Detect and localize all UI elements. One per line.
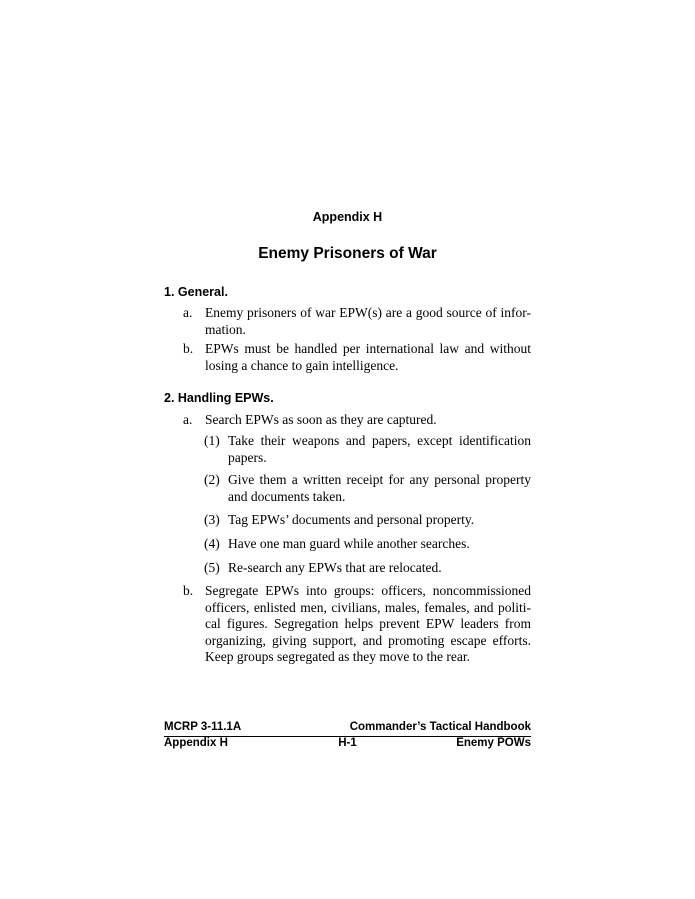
sub-list-item: [204, 512, 531, 529]
footer-page-number: H-1: [338, 737, 357, 749]
footer-publication: MCRP 3-11.1A: [164, 721, 242, 733]
list-marker: a.: [183, 305, 193, 320]
sub-list-marker: (1): [204, 433, 220, 448]
list-marker: b.: [183, 341, 194, 356]
sub-list-item: [204, 560, 531, 577]
list-item: [183, 412, 531, 429]
list-marker: b.: [183, 583, 194, 598]
sub-list-marker: (2): [204, 472, 220, 487]
appendix-label: Appendix H: [312, 210, 383, 224]
sub-list-item: [204, 433, 531, 466]
section-heading-handling-epws: 2. Handling EPWs.: [164, 391, 274, 405]
sub-list-item: [204, 472, 531, 505]
list-item-text: Enemy prisoners of war EPW(s) are a good source of infor- mation.: [205, 305, 531, 337]
sub-list-marker: (3): [204, 512, 220, 527]
footer-appendix: Appendix H: [164, 737, 228, 749]
section-heading-general: 1. General.: [164, 285, 228, 299]
page-title: Enemy Prisoners of War: [258, 245, 437, 262]
list-item: [183, 305, 531, 338]
list-item-text: Search EPWs as soon as they are captured.: [205, 412, 437, 427]
footer-top-row: [164, 721, 531, 733]
sub-list-item-text: Give them a written receipt for any personal property and documents taken.: [228, 472, 531, 504]
list-item-text: Segregate EPWs into groups: officers, noncommissioned officers, enlisted men, civilians, males, females, and politi- cal figures. Segregation helps prevent EPW leaders from organizing, giving support, and promoting escape efforts. Keep groups segregated as they move to the rear.: [205, 583, 531, 664]
sub-list-item-text: Have one man guard while another searches.: [228, 536, 470, 551]
sub-list-item: [204, 536, 531, 553]
footer-handbook-title: Commander’s Tactical Handbook: [349, 721, 531, 733]
list-item: [183, 341, 531, 374]
sub-list-marker: (4): [204, 536, 220, 551]
list-marker: a.: [183, 412, 193, 427]
sub-list-marker: (5): [204, 560, 220, 575]
sub-list-item-text: Re-search any EPWs that are relocated.: [228, 560, 442, 575]
list-item: [183, 583, 531, 666]
sub-list-item-text: Take their weapons and papers, except identification papers.: [228, 433, 531, 465]
footer-topic: Enemy POWs: [456, 737, 531, 749]
footer-bottom-row: [164, 737, 531, 749]
list-item-text: EPWs must be handled per international law and without losing a chance to gain intelligence.: [205, 341, 531, 373]
sub-list-item-text: Tag EPWs’ documents and personal property.: [228, 512, 475, 527]
